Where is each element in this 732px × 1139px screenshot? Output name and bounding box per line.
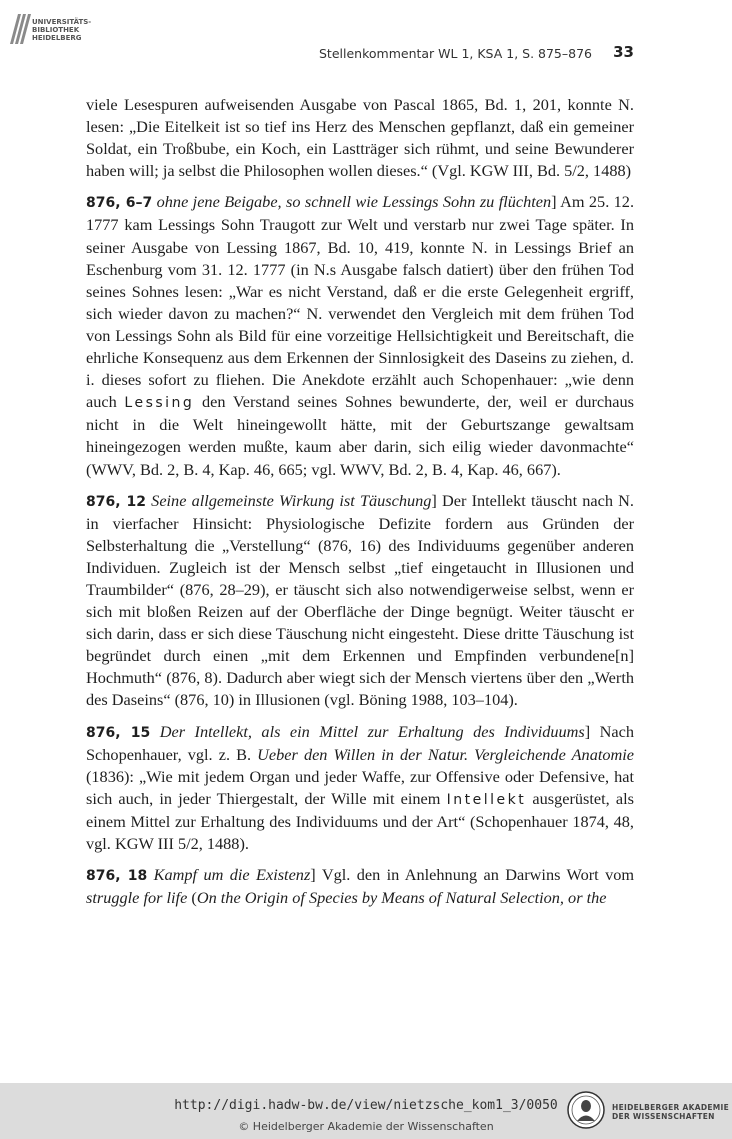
academy-name: HEIDELBERGER AKADEMIE DER WISSENSCHAFTEN (612, 1103, 730, 1121)
paragraph-continuation: viele Lesespuren aufweisenden Ausgabe von Pascal 1865, Bd. 1, 201, konnte N. lesen: „Die Eitelkeit ist so tief ins Herz des Menschen gepflanzt, daß ein gemeiner Soldat, ein Troßbube, ein Koch, ein Lastträger sich rühmt, und seine Bewunderer haben will; ja selbst die Philosophen wollen dieses.“ (Vgl. KGW III, Bd. 5/2, 1488) (86, 95, 634, 181)
lemma-ref: 876, 15 (86, 724, 151, 741)
entry-876-15: 876, 15 Der Intellekt, als ein Mittel zur Erhaltung des Individuums] Nach Schopenhauer, vgl. z. B. Ueber den Willen in der Natur. Vergleichende Anatomie (1836): „Wie mit jedem Organ und jeder Waffe, zur Offensive oder Defensive, hat sich auch, in jeder Thiergestalt, der Wille mit einem Intellekt ausgerüstet, als einem Mittel zur Erhaltung des Individuums und der Art“ (Schopenhauer 1874, 48, vgl. KGW III 5/2, 1488). (86, 721, 635, 853)
work-title-darwin: On the Origin of Species by Means of Natural Selection, or the (196, 888, 607, 908)
copyright-notice: © Heidelberger Akademie der Wissenschaften (238, 1120, 494, 1133)
entry-876-18: 876, 18 Kampf um die Existenz] Vgl. den in Anlehnung an Darwins Wort vom struggle for life (On the Origin of Species by Means of Natural Selection, or the (86, 865, 635, 908)
entry-876-6-7: 876, 6–7 ohne jene Beigabe, so schnell wie Lessings Sohn zu flüchten] Am 25. 12. 1777 kam Lessings Sohn Traugott zur Welt und verstarb nur zwei Tage später. In seiner Ausgabe von Lessing 1867, Bd. 10, 419, konnte N. in Lessings Brief an Eschenburg vom 31. 12. 1777 (in N.s Ausgabe falsch datiert) über den frühen Tod seines Sohnes lesen: „War es nicht Verstand, daß er die erste Gelegenheit ergriff, sich wieder davon zu machen?“ N. verwendet den Vergleich mit dem frühen Tod von Lessings Sohn als Bild für eine vorzeitige Hellsichtigkeit und Bereitschaft, die ehrliche Konsequenz aus dem Erkennen der Sinnlosigkeit des Daseins zu ziehen, d. i. dieses sofort zu fliehen. Die Anekdote erzählt auch Schopenhauer: „wie denn auch Lessing den Verstand seines Sohnes bewunderte, der, weil er durchaus nicht in die Welt hineingewollt hätte, mit der Geburtszange gewaltsam hineingezogen werden mußte, kaum aber darin, sich eilig wieder davonmachte“ (WWV, Bd. 2, B. 4, Kap. 46, 665; vgl. WWV, Bd. 2, B. 4, Kap. 46, 667). (86, 192, 635, 479)
running-title: Stellenkommentar WL 1, KSA 1, S. 875–876 (319, 46, 592, 61)
lemma-quote: ohne jene Beigabe, so schnell wie Lessings Sohn zu flüchten (156, 192, 552, 212)
commentary-body (86, 94, 634, 909)
page-header (86, 44, 634, 66)
source-url[interactable]: http://digi.hadw-bw.de/view/nietzsche_kom1_3/0050 (174, 1098, 558, 1113)
lemma-ref: 876, 18 (86, 868, 148, 885)
lemma-quote: Seine allgemeinste Wirkung ist Täuschung (151, 490, 432, 510)
library-name: UNIVERSITÄTS- BIBLIOTHEK HEIDELBERG (32, 18, 92, 42)
lemma-ref: 876, 6–7 (86, 195, 153, 212)
spaced-name: Lessing (124, 395, 195, 412)
lemma-ref: 876, 12 (86, 493, 146, 510)
work-title: Ueber den Willen in der Natur. Vergleichende Anatomie (257, 744, 635, 764)
lemma-quote: Der Intellekt, als ein Mittel zur Erhaltung des Individuums (159, 721, 585, 741)
spaced-term: Intellekt (446, 791, 527, 808)
academy-seal-icon (566, 1090, 606, 1130)
page-number: 33 (613, 43, 634, 61)
entry-876-12: 876, 12 Seine allgemeinste Wirkung ist Täuschung] Der Intellekt täuscht nach N. in vierfacher Hinsicht: Physiologische Defizite fordern aus Gründen der Selbsterhaltung die „Verstellung“ (876, 16) des Individuums gegenüber anderen Individuen. Zugleich ist der Mensch selbst „tief eingetaucht in Illusionen und Traumbilder“ (876, 28–29), er täuscht sich also notwendigerweise selbst, wenn er sich mit bloßen Reizen auf der Oberfläche der Dinge begnügt. Weiter täuscht er sich darin, dass er sich diese Täuschung nicht eingesteht. Diese dritte Täuschung ist begründet durch einen „mit dem Erkennen und Empfinden verbundene[n] Hochmuth“ (876, 8). Dadurch aber wiegt sich der Mensch viertens über den „Werth des Daseins“ (876, 10) in Illusionen (vgl. Böning 1988, 103–104). (86, 490, 634, 710)
lemma-quote: Kampf um die Existenz (153, 865, 311, 885)
phrase-struggle: struggle for life (86, 888, 188, 908)
